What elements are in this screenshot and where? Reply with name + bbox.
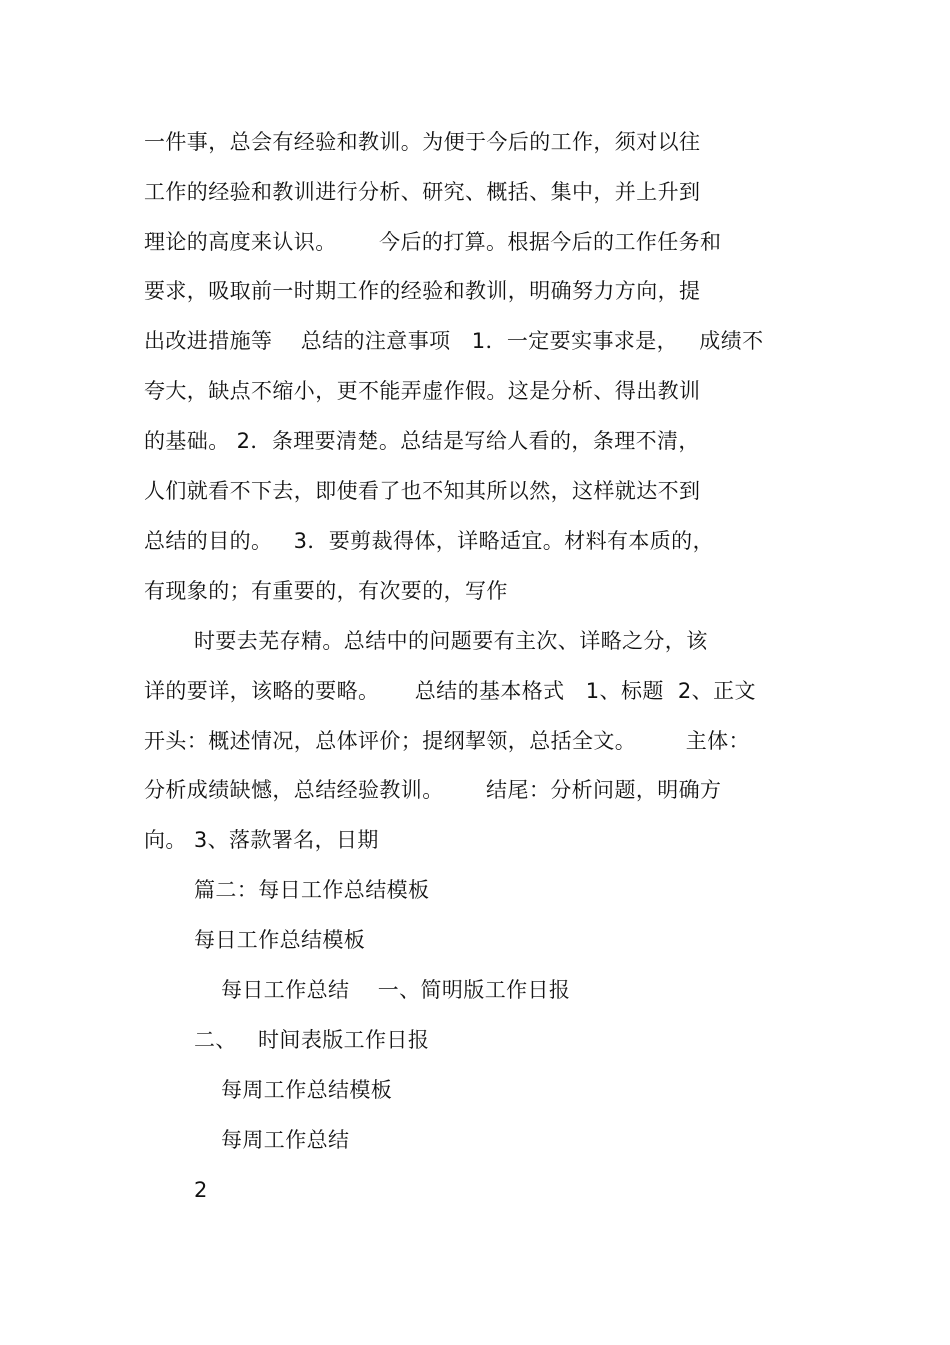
text-line-5: 出改进措施等 总结的注意事项 1．一定要实事求是， 成绩不: [144, 329, 764, 353]
daily-summary-line: 每日工作总结 一、简明版工作日报: [221, 978, 571, 1002]
section-heading-2: 篇二：每日工作总结模板: [194, 878, 430, 902]
text-line-2: 工作的经验和教训进行分析、研究、概括、集中，并上升到: [144, 180, 701, 204]
text-line-10: 有现象的；有重要的，有次要的，写作: [144, 579, 508, 603]
text-line-12: 详的要详，该略的要略。 总结的基本格式 1、标题 2、正文: [144, 679, 756, 703]
text-line-8: 人们就看不下去，即使看了也不知其所以然，这样就达不到: [144, 479, 701, 503]
text-line-7: 的基础。 2．条理要清楚。总结是写给人看的，条理不清，: [144, 429, 700, 453]
text-line-9: 总结的目的。 3．要剪裁得体，详略适宜。材料有本质的，: [144, 529, 714, 553]
page-number: 2: [194, 1178, 208, 1202]
weekly-summary-line: 每周工作总结: [221, 1128, 350, 1152]
text-line-14: 分析成绩缺憾，总结经验教训。 结尾：分析问题，明确方: [144, 778, 722, 802]
text-line-3: 理论的高度来认识。 今后的打算。根据今后的工作任务和: [144, 230, 722, 254]
template-title: 每日工作总结模板: [194, 928, 366, 952]
text-line-11: 时要去芜存精。总结中的问题要有主次、详略之分，该: [194, 629, 708, 653]
text-line-6: 夸大，缺点不缩小，更不能弄虚作假。这是分析、得出教训: [144, 379, 701, 403]
timetable-report-line: 二、 时间表版工作日报: [194, 1028, 430, 1052]
text-line-15: 向。 3、落款署名，日期: [144, 828, 379, 852]
weekly-template-title: 每周工作总结模板: [221, 1078, 393, 1102]
text-line-4: 要求，吸取前一时期工作的经验和教训，明确努力方向，提: [144, 279, 701, 303]
text-line-1: 一件事，总会有经验和教训。为便于今后的工作，须对以往: [144, 130, 701, 154]
text-line-13: 开头：概述情况，总体评价；提纲挈领，总括全文。 主体：: [144, 729, 750, 753]
